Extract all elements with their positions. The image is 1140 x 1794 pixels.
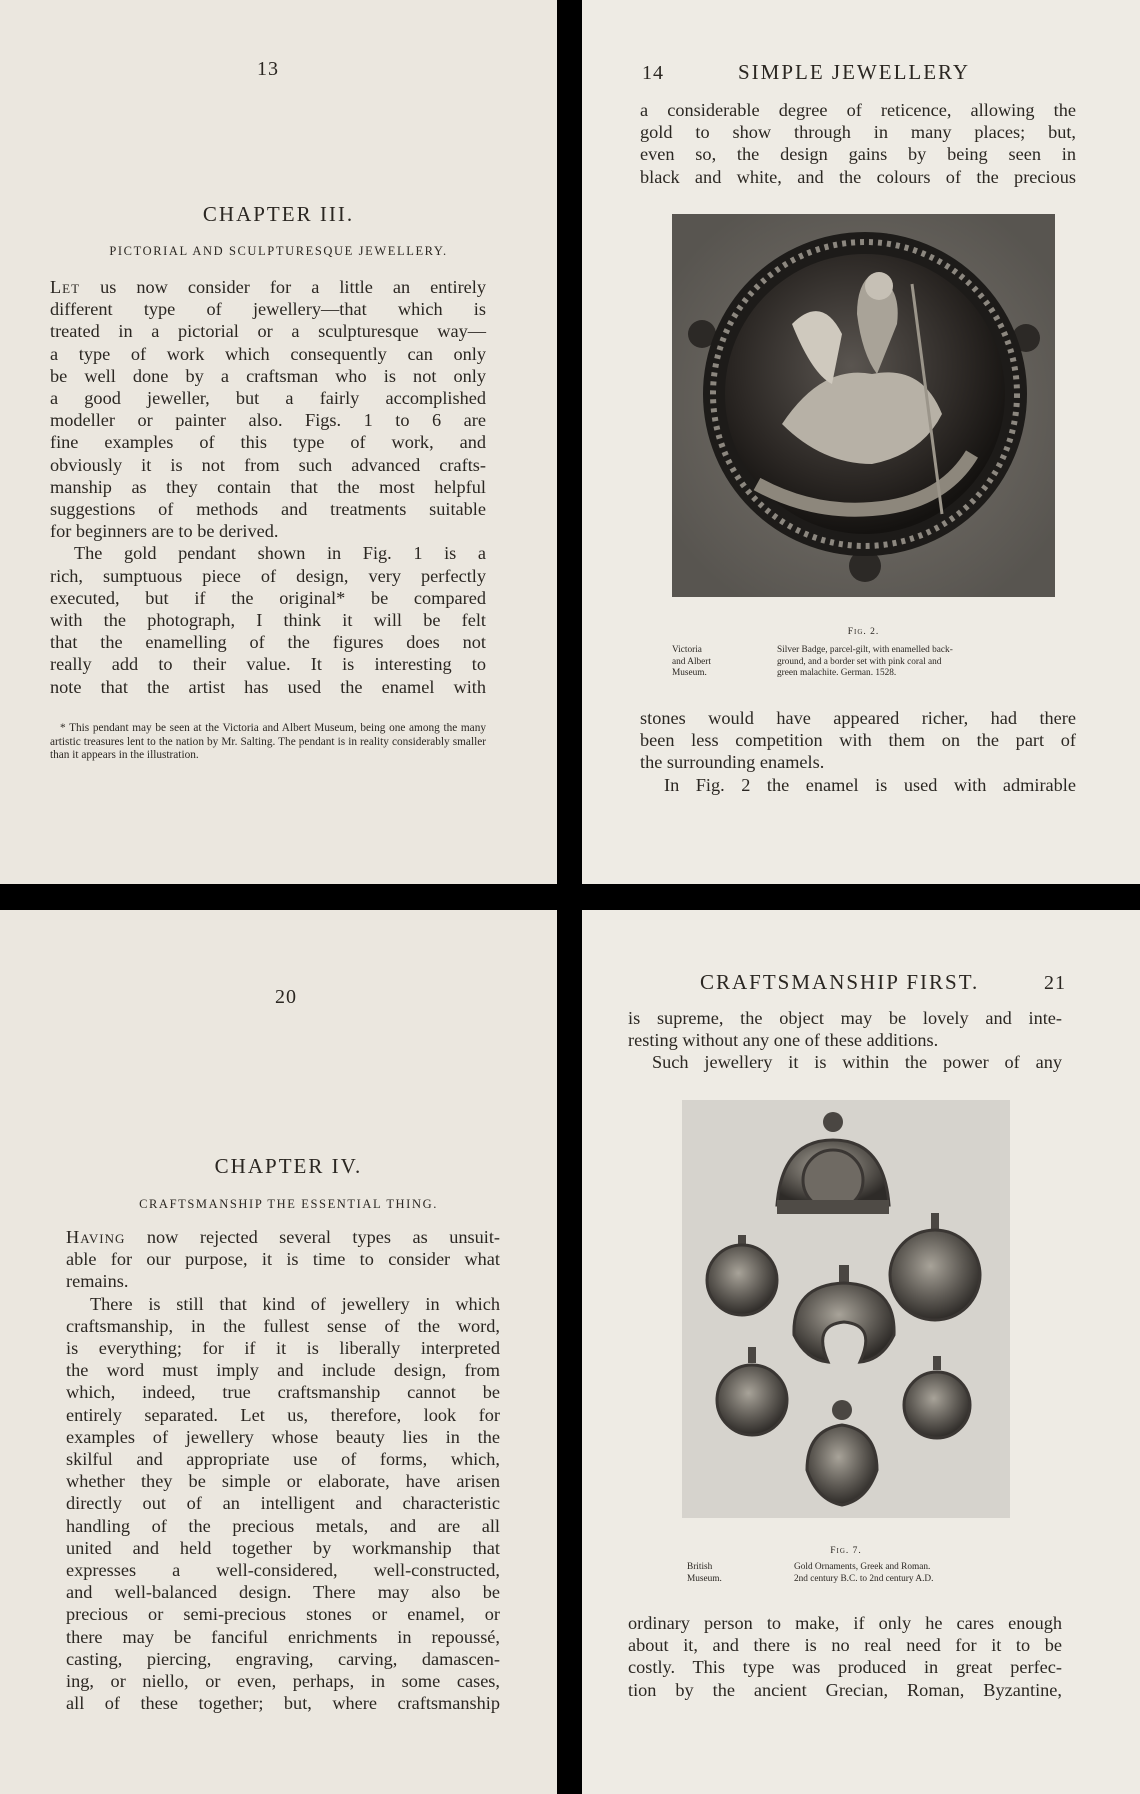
figure-7-plate [682, 1100, 1010, 1518]
figure-source: Victoria and Albert Museum. [672, 645, 711, 678]
body-text: Let us now consider for a little an entirely different type of jewellery—that which is treated in a pictorial or a sculpturesque way— a type of work which consequently can only be well done by a craftsman who is not only a good jeweller, but a fairly accomplished modeller or painter also. Figs. 1 to 6 are fine examples of this type of work, and obviously it is not from such advanced crafts- manship as they contain that the most helpful suggestions of methods and treatments suitable for beginners are to be derived. The gold pendant shown in Fig. 1 is a rich, sumptuous piece of design, very perfectly executed, but if the original* be compared with the photograph, I think it will be felt that the enamelling of the figures does not really add to their value. It is interesting to note that the artist has used the enamel with [50, 277, 486, 697]
running-head: CRAFTSMANSHIP FIRST. [700, 970, 980, 994]
silver-badge-image [672, 214, 1055, 597]
body-text-bottom: ordinary person to make, if only he cares enough about it, and there is no real need for it to be costly. This type was produced in great perfec- tion by the ancient Grecian, Roman, Byzantine, [628, 1613, 1062, 1700]
chapter-heading: CHAPTER IV. [214, 1154, 363, 1178]
running-head: SIMPLE JEWELLERY [738, 60, 971, 84]
page-21 [582, 910, 1140, 1794]
page-number: 14 [642, 62, 664, 84]
page-number: 13 [257, 58, 279, 80]
chapter-subtitle: CRAFTSMANSHIP THE ESSENTIAL THING. [139, 1197, 438, 1211]
figure-description: Gold Ornaments, Greek and Roman. 2nd century B.C. to 2nd century A.D. [794, 1562, 934, 1584]
page-20 [0, 910, 557, 1794]
drop-word: Having [66, 1227, 126, 1247]
figure-description: Silver Badge, parcel-gilt, with enamelled back- ground, and a border set with pink coral and green malachite. German. 1528. [777, 645, 953, 678]
footnote: * This pendant may be seen at the Victoria and Albert Museum, being one among the many artistic treasures lent to the nation by Mr. Salting. The pendant is in reality considerably smaller than it appears in the illustration. [50, 722, 486, 762]
page-number: 20 [275, 986, 297, 1008]
body-text-top: a considerable degree of reticence, allowing the gold to show through in many places; but, even so, the design gains by being seen in black and white, and the colours of the precious [640, 100, 1076, 187]
body-text-top: is supreme, the object may be lovely and inte- resting without any one of these additions. Such jewellery it is within the power of any [628, 1008, 1062, 1073]
figure-source: British Museum. [687, 1562, 722, 1584]
page-13 [0, 0, 557, 884]
page-number: 21 [1044, 972, 1066, 994]
chapter-heading: CHAPTER III. [202, 202, 355, 226]
body-text-bottom: stones would have appeared richer, had there been less competition with them on the part of the surrounding enamels. In Fig. 2 the enamel is used with admirable [640, 708, 1076, 795]
page-14 [582, 0, 1140, 884]
body-text: Having now rejected several types as unsuit- able for our purpose, it is time to consider what remains. There is still that kind of jewellery in which craftsmanship, in the fullest sense of the word, is everything; for if it is liberally interpreted the word must imply and include design, from which, indeed, true craftsmanship cannot be entirely separated. Let us, therefore, look for examples of jewellery whose beauty lies in the skilful and appropriate use of forms, which, whether they be simple or elaborate, have arisen directly out of an intelligent and characteristic handling of the precious metals, and are all united and held together by workmanship that expresses a well-considered, well-constructed, and well-balanced design. There may also be precious or semi-precious stones or enamel, or there may be fanciful enrichments in repoussé, casting, piercing, engraving, carving, damascen- ing, or niello, or even, perhaps, in some cases, all of these together; but, where craftsmanship [66, 1227, 500, 1714]
drop-word: Let [50, 277, 81, 297]
figure-label: Fig. 2. [847, 627, 880, 637]
gold-ornaments-image [682, 1100, 1010, 1518]
figure-label: Fig. 7. [830, 1546, 862, 1556]
figure-2-plate [672, 214, 1055, 597]
chapter-subtitle: PICTORIAL AND SCULPTURESQUE JEWELLERY. [109, 244, 448, 258]
